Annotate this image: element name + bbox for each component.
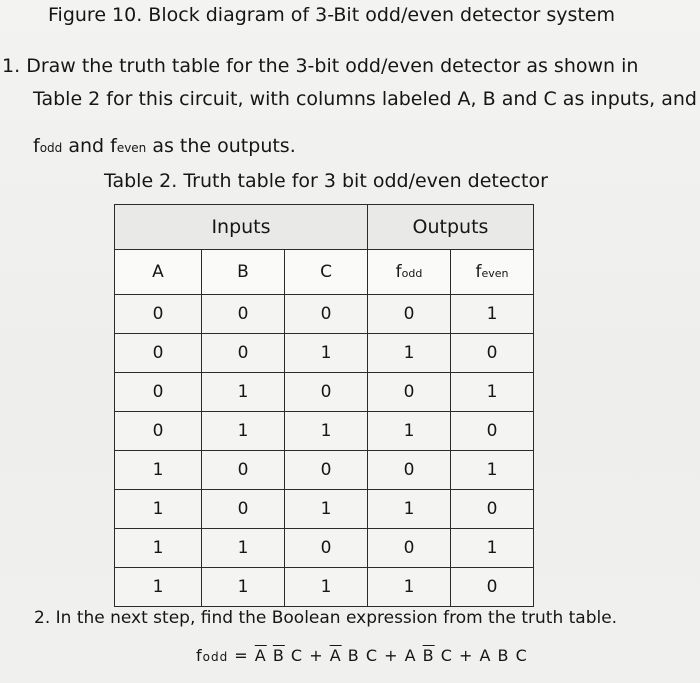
expr-f: f [196, 646, 203, 665]
figure-title: Figure 10. Block diagram of 3-Bit odd/even detector system [48, 4, 616, 26]
feven-symbol: f [110, 135, 117, 157]
cell-c: 1 [285, 490, 368, 529]
and-word: and [62, 135, 111, 157]
question-1-line-1 [2, 55, 638, 77]
feven-subscript: even [116, 141, 147, 155]
term4-b: B [497, 646, 510, 665]
cell-c: 1 [285, 568, 368, 607]
term1-c: C [290, 646, 304, 665]
table-row [115, 373, 534, 412]
table-row [115, 412, 534, 451]
column-header-feven: feven [451, 250, 534, 295]
cell-b: 0 [202, 490, 285, 529]
column-header-fodd: fodd [368, 250, 451, 295]
truth-table [114, 204, 534, 607]
cell-c: 0 [285, 295, 368, 334]
plus-1: + [309, 646, 324, 665]
column-header-c: C [285, 250, 368, 295]
cell-fodd: 0 [368, 295, 451, 334]
table-row [115, 529, 534, 568]
fodd-subscript: odd [39, 141, 63, 155]
table-row [115, 451, 534, 490]
cell-feven: 1 [451, 295, 534, 334]
cell-b: 1 [202, 373, 285, 412]
term4-a: A [479, 646, 492, 665]
table-row [115, 295, 534, 334]
term1-b-bar: $\overline{B}$ [272, 646, 285, 665]
cell-b: 0 [202, 295, 285, 334]
cell-fodd: 1 [368, 412, 451, 451]
cell-c: 0 [285, 451, 368, 490]
cell-c: 1 [285, 334, 368, 373]
cell-feven: 1 [451, 451, 534, 490]
term3-b-bar: $\overline{B}$ [422, 646, 435, 665]
term2-b: B [347, 646, 360, 665]
cell-feven: 1 [451, 529, 534, 568]
cell-fodd: 0 [368, 529, 451, 568]
cell-fodd: 1 [368, 568, 451, 607]
cell-feven: 0 [451, 568, 534, 607]
cell-c: 1 [285, 412, 368, 451]
term1-a-bar: $\overline{A}$ [254, 646, 267, 665]
cell-feven: 0 [451, 412, 534, 451]
table-caption: Table 2. Truth table for 3 bit odd/even detector [104, 170, 548, 192]
column-header-b: B [202, 250, 285, 295]
cell-a: 1 [115, 490, 202, 529]
question-1-line-3 [33, 135, 296, 157]
inputs-header: Inputs [115, 205, 368, 250]
cell-c: 0 [285, 529, 368, 568]
cell-fodd: 1 [368, 490, 451, 529]
column-header-a: A [115, 250, 202, 295]
cell-b: 1 [202, 568, 285, 607]
question-1-line-2: Table 2 for this circuit, with columns labeled A, B and C as inputs, and [33, 88, 697, 110]
plus-2: + [384, 646, 399, 665]
outputs-phrase: as the outputs. [146, 135, 296, 157]
cell-a: 0 [115, 373, 202, 412]
question-2: 2. In the next step, find the Boolean expression from the truth table. [34, 608, 618, 628]
table-row [115, 568, 534, 607]
cell-feven: 0 [451, 334, 534, 373]
cell-b: 0 [202, 334, 285, 373]
term3-c: C [440, 646, 453, 665]
table-row [115, 334, 534, 373]
group-header-row [115, 205, 534, 250]
column-header-row [115, 250, 534, 295]
term2-a-bar: $\overline{A}$ [329, 646, 342, 665]
cell-b: 1 [202, 412, 285, 451]
cell-a: 1 [115, 568, 202, 607]
fodd-symbol: f [33, 135, 40, 157]
cell-feven: 0 [451, 490, 534, 529]
term2-c: C [365, 646, 378, 665]
cell-a: 0 [115, 412, 202, 451]
plus-3: + [458, 646, 474, 665]
cell-c: 0 [285, 373, 368, 412]
cell-a: 1 [115, 529, 202, 568]
cell-fodd: 1 [368, 334, 451, 373]
cell-b: 1 [202, 529, 285, 568]
outputs-header: Outputs [368, 205, 534, 250]
question-1-text-1: Draw the truth table for the 3-bit odd/even detector as shown in [26, 55, 639, 77]
table-row [115, 490, 534, 529]
expr-equals: = [228, 646, 255, 665]
cell-b: 0 [202, 451, 285, 490]
cell-feven: 1 [451, 373, 534, 412]
boolean-expression [196, 646, 528, 665]
term3-a: A [404, 646, 417, 665]
cell-fodd: 0 [368, 373, 451, 412]
question-1-number: 1. [2, 55, 21, 77]
cell-a: 1 [115, 451, 202, 490]
cell-a: 0 [115, 295, 202, 334]
expr-subscript: odd [202, 650, 229, 664]
cell-a: 0 [115, 334, 202, 373]
cell-fodd: 0 [368, 451, 451, 490]
term4-c: C [515, 646, 528, 665]
